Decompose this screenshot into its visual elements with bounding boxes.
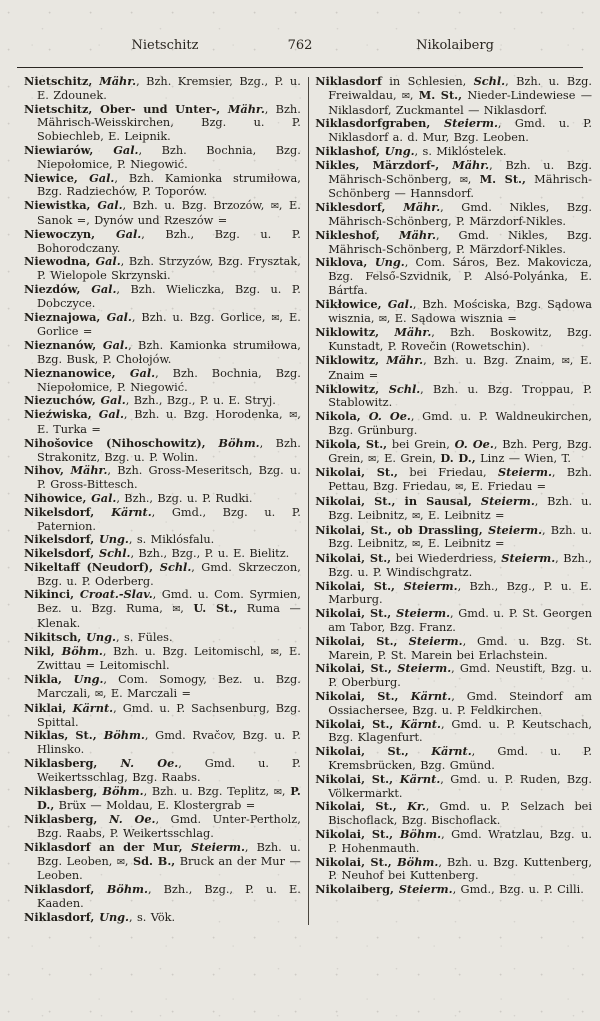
gazetteer-entry: Niezuchów, Gal., Bzh., Bzg., P. u. E. Stryj. (24, 393, 276, 408)
post-horn-icon: ✉ (273, 786, 282, 798)
gazetteer-entry: Nieznanów, Gal., Bzh. Kamionka strumiłowa, Bzg. Busk, P. Chołojów. (24, 338, 301, 366)
gazetteer-entry: Nikolai, St., Steierm., Gmd. u. P. St. Georgen am Tabor, Bzg. Franz. (315, 606, 592, 635)
gazetteer-entry: Nietschitz, Ober- und Unter-, Mähr., Bzh. Mährisch-Weisskirchen, Bzg. u. P. Sobiechleb, E. Leipnik. (24, 101, 301, 144)
gazetteer-entry: Nikolai, St., bei Friedau, Steierm., Bzh. Pettau, Bzg. Friedau, ✉, E. Friedau = (315, 465, 592, 494)
column-divider-rule (308, 77, 309, 925)
post-horn-icon: ✉ (94, 689, 103, 701)
gazetteer-entry: Nietschitz, Mähr., Bzh. Kremsier, Bzg., P. u. E. Zdounek. (24, 74, 301, 102)
gazetteer-entry: Nikla, Ung., Com. Somogy, Bez. u. Bzg. Marczali, ✉, E. Marczali = (24, 672, 301, 701)
left-column (24, 75, 301, 925)
gazetteer-entry: Nieznanowice, Gal., Bzh. Bochnia, Bzg. Niepołomice, P. Niegowić. (24, 365, 301, 394)
gazetteer-entry: Niklashof, Ung., s. Miklóstelek. (315, 143, 507, 158)
gazetteer-entry: Niewice, Gal., Bzh. Kamionka strumiłowa, Bzg. Radziechów, P. Toporów. (24, 170, 301, 199)
gazetteer-entry: Nikelsdorf, Schl., Bzh., Bzg., P. u. E. Bielitz. (24, 546, 290, 561)
gazetteer-entry: Nikelsdorf, Ung., s. Miklósfalu. (24, 532, 215, 547)
gazetteer-entry: Nikolai, St., Kärnt., Gmd. u. P. Kremsbrücken, Bzg. Gmünd. (315, 744, 592, 773)
gazetteer-entry: Nihošovice (Nihoschowitz), Böhm., Bzh. Strakonitz, Bzg. u. P. Wolin. (24, 435, 301, 464)
gazetteer-entry: Nikola, O. Oe., Gmd. u. P. Waldneukirchen, Bzg. Grünburg. (315, 409, 592, 437)
post-horn-icon: ✉ (270, 201, 279, 213)
gazetteer-entry: Nikl, Böhm., Bzh. u. Bzg. Leitomischl, ✉, E. Zwittau = Leitomischl. (24, 643, 301, 673)
gazetteer-entry: Nikeltaff (Neudorf), Schl., Gmd. Skrzeczon, Bzg. u. P. Oderberg. (24, 559, 301, 588)
gazetteer-entry: Nikolai, St., Kärnt., Gmd. u. P. Ruden, Bzg. Völkermarkt. (315, 771, 592, 800)
gazetteer-entry: Nieźwiska, Gal., Bzh. u. Bzg. Horodenka, ✉, E. Turka = (24, 407, 301, 436)
gazetteer-entry: Niklai, Kärnt., Gmd. u. P. Sachsenburg, Bzg. Spittal. (24, 700, 301, 729)
text-columns (0, 68, 600, 925)
post-horn-icon: ✉ (172, 604, 181, 616)
gazetteer-entry: Niewoczyn, Gal., Bzh., Bzg. u. P. Bohorodczany. (24, 226, 301, 255)
gazetteer-entry: Niklasdorfgraben, Steierm., Gmd. u. P. Niklasdorf a. d. Mur, Bzg. Leoben. (315, 116, 592, 145)
post-horn-icon: ✉ (289, 410, 298, 422)
gazetteer-entry: Nikolai, St., Böhm., Gmd. Wratzlau, Bzg. u. P. Hohenmauth. (315, 827, 592, 855)
page-header (0, 38, 600, 60)
gazetteer-entry: Niewiarów, Gal., Bzh. Bochnia, Bzg. Niepołomice, P. Niegowić. (24, 142, 301, 171)
gazetteer-entry: Nikolai, St., Steierm., Gmd. u. Bzg. St. Marein, P. St. Marein bei Erlachstein. (315, 633, 592, 662)
gazetteer-entry: Niklowitz, Schl., Bzh. u. Bzg. Troppau, P. Stablowitz. (315, 381, 592, 410)
post-horn-icon: ✉ (270, 646, 279, 658)
post-horn-icon: ✉ (455, 482, 464, 494)
gazetteer-entry: Nikolai, St., Kr., Gmd. u. P. Selzach bei Bischoflack, Bzg. Bischoflack. (315, 799, 592, 828)
gazetteer-entry: Nihov, Mähr., Bzh. Gross-Meseritsch, Bzg. u. P. Gross-Bittesch. (24, 463, 301, 492)
post-horn-icon: ✉ (459, 174, 468, 186)
gazetteer-entry: Nikolai, St., Kärnt., Gmd. u. P. Keutschach, Bzg. Klagenfurt. (315, 716, 592, 745)
gazetteer-entry: Nikolai, St., Steierm., Bzh., Bzg., P. u. E. Marburg. (315, 578, 592, 607)
gazetteer-entry: Nikolai, St., bei Wiederdriess, Steierm., Bzh., Bzg. u. P. Windischgratz. (315, 551, 592, 579)
post-horn-icon: ✉ (271, 312, 280, 324)
right-column (315, 75, 592, 925)
gazetteer-entry: Nikleshof, Mähr., Gmd. Nikles, Bzg. Mährisch-Schönberg, P. Märzdorf-Nikles. (315, 227, 592, 256)
gazetteer-entry: Niklova, Ung., Com. Sáros, Bez. Makovicza, Bzg. Felső-Szvidnik, P. Alsó-Polyánka, E. Bártfa. (315, 255, 592, 297)
gazetteer-entry: Nikolai, St., Steierm., Gmd. Neustift, Bzg. u. P. Oberburg. (315, 661, 592, 690)
gazetteer-entry: Nihowice, Gal., Bzh., Bzg. u. P. Rudki. (24, 490, 253, 505)
gazetteer-entry: Niklasberg, N. Oe., Gmd. u. P. Weikertsschlag, Bzg. Raabs. (24, 756, 301, 784)
post-horn-icon: ✉ (378, 313, 387, 325)
gazetteer-entry: Nieznajowa, Gal., Bzh. u. Bzg. Gorlice, ✉, E. Gorlice = (24, 309, 301, 339)
gazetteer-entry: Nikinci, Croat.-Slav., Gmd. u. Com. Syrmien, Bez. u. Bzg. Ruma, ✉, U. St., Ruma — Klenak. (24, 587, 301, 631)
gazetteer-entry: Nikolai, St., Böhm., Bzh. u. Bzg. Kuttenberg, P. Neuhof bei Kuttenberg. (315, 854, 592, 883)
gazetteer-entry: Niklasdorf, Böhm., Bzh., Bzg., P. u. E. Kaaden. (24, 882, 301, 911)
post-horn-icon: ✉ (116, 856, 125, 868)
gazetteer-entry: Niklasberg, N. Oe., Gmd. Unter-Pertholz, Bzg. Raabs, P. Weikertsschlag. (24, 812, 301, 841)
running-head-right: Nikolaiberg (416, 38, 494, 53)
post-horn-icon: ✉ (401, 90, 410, 102)
gazetteer-entry: Nikelsdorf, Kärnt., Gmd., Bzg. u. P. Paternion. (24, 504, 301, 533)
gazetteer-entry: Niklasdorf, Ung., s. Vök. (24, 909, 176, 924)
gazetteer-entry: Niklas, St., Böhm., Gmd. Rvačov, Bzg. u. P. Hlinsko. (24, 728, 301, 757)
scanned-gazetteer-page (0, 38, 600, 1021)
gazetteer-entry: Niewodna, Gal., Bzh. Strzyzów, Bzg. Frysztak, P. Wielopole Skrzynski. (24, 254, 301, 283)
gazetteer-entry: Nikles, Märzdorf-, Mähr., Bzh. u. Bzg. Mährisch-Schönberg, ✉, M. St., Mährisch-Schönberg — Hannsdorf. (315, 157, 592, 201)
gazetteer-entry: Nikolaiberg, Steierm., Gmd., Bzg. u. P. Cilli. (315, 882, 584, 897)
gazetteer-entry: Niezdów, Gal., Bzh. Wieliczka, Bzg. u. P. Dobczyce. (24, 281, 301, 310)
post-horn-icon: ✉ (412, 539, 421, 551)
post-horn-icon: ✉ (368, 453, 377, 465)
running-head-left: Nietschitz (131, 38, 199, 53)
gazetteer-entry: Nikłowice, Gal., Bzh. Mościska, Bzg. Sądowa wisznia, ✉, E. Sądowa wisznia = (315, 296, 592, 325)
gazetteer-entry: Niklesdorf, Mähr., Gmd. Nikles, Bzg. Mährisch-Schönberg, P. Märzdorf-Nikles. (315, 200, 592, 228)
gazetteer-entry: Niklowitz, Mähr., Bzh. Boskowitz, Bzg. Kunstadt, P. Rovečin (Rowetschin). (315, 325, 592, 354)
gazetteer-entry: Niklasdorf an der Mur, Steierm., Bzh. u. Bzg. Leoben, ✉, Sd. B., Bruck an der Mur — Leoben. (24, 839, 301, 883)
gazetteer-entry: Nikolai, St., Kärnt., Gmd. Steindorf am Ossiachersee, Bzg. u. P. Feldkirchen. (315, 689, 592, 717)
gazetteer-entry: Niewistka, Gal., Bzh. u. Bzg. Brzozów, ✉, E. Sanok =, Dynów und Rzeszów = (24, 198, 301, 227)
gazetteer-entry: Niklasberg, Böhm., Bzh. u. Bzg. Teplitz, ✉, P. D., Brüx — Moldau, E. Klostergrab = (24, 783, 301, 813)
gazetteer-entry: Niklasdorf in Schlesien, Schl., Bzh. u. Bzg. Freiwaldau, ✉, M. St., Nieder-Lindewiese — Niklasdorf, Zuckmantel — Niklasdorf. (315, 74, 592, 117)
gazetteer-entry: Nikola, St., bei Grein, O. Oe., Bzh. Perg, Bzg. Grein, ✉, E. Grein, D. D., Linz — Wien, T. (315, 436, 592, 465)
gazetteer-entry: Nikitsch, Ung., s. Füles. (24, 629, 173, 644)
post-horn-icon: ✉ (561, 355, 570, 367)
page-number: 762 (287, 38, 313, 53)
gazetteer-entry: Nikolai, St., in Sausal, Steierm., Bzh. u. Bzg. Leibnitz, ✉, E. Leibnitz = (315, 493, 592, 522)
gazetteer-entry: Niklowitz, Mähr., Bzh. u. Bzg. Znaim, ✉, E. Znaim = (315, 352, 592, 382)
post-horn-icon: ✉ (412, 510, 421, 522)
gazetteer-entry: Nikolai, St., ob Drassling, Steierm., Bzh. u. Bzg. Leibnitz, ✉, E. Leibnitz = (315, 522, 592, 551)
